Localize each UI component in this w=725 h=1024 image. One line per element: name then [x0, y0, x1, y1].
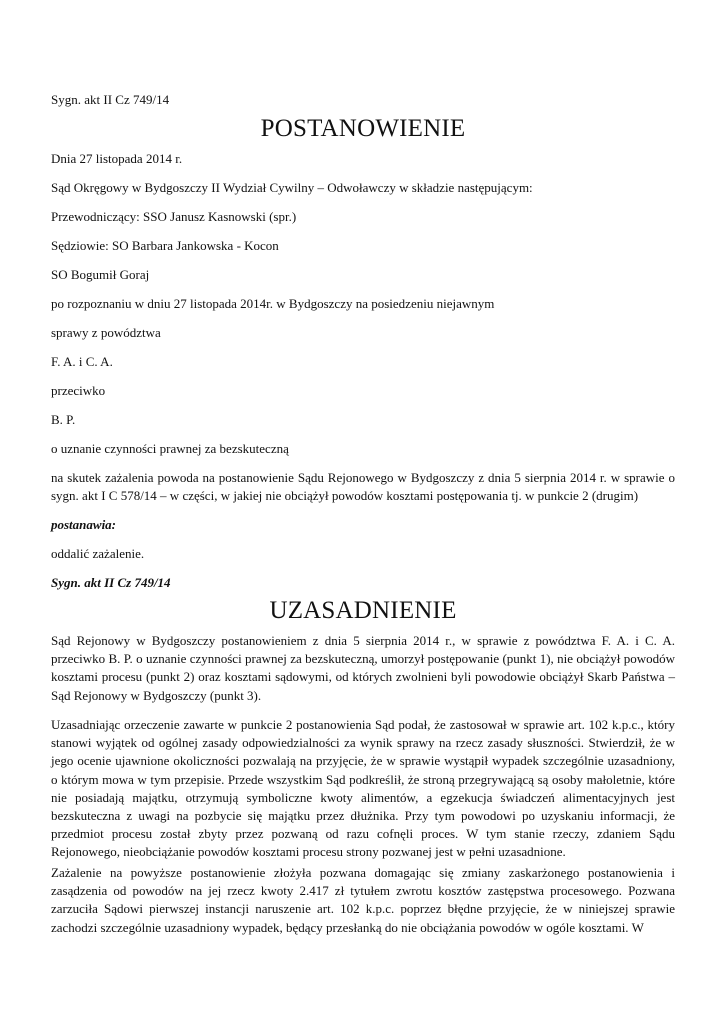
defendant: B. P. [51, 412, 76, 427]
case-from-label: sprawy z powództwa [51, 325, 161, 340]
justification-title: UZASADNIENIE [269, 597, 457, 624]
against-label: przeciwko [51, 383, 106, 398]
resolves-label: postanawia: [51, 517, 117, 532]
court-composition: Sąd Okręgowy w Bydgoszczy II Wydział Cywilny – Odwoławczy w składzie następującym: [51, 180, 533, 195]
justification-paragraph: Uzasadniając orzeczenie zawarte w punkcie 2 postanowienia Sąd podał, że zastosował w sprawie art. 102 k.p.c., który stanowi wyjątek od ogólnej zasady odpowiedzialności za wynik sprawy na rzecz zasady słuszności. Stwierdził, że w jego ocenie ujawnione okoliczności pozwalają na przyjęcie, że w sprawie wystąpił wypadek szczególnie uzasadniony, o którym mowa w tym przepisie. Przede wszystkim Sąd podkreślił, że stroną przegrywającą są osoby małoletnie, które nie posiadają majątku, otrzymują symboliczne kwoty alimentów, a egzekucja świadczeń alimentacyjnych jest bezskuteczna z uwagi na pozbycie się majątku przez dłużnika. Przy tym powodowi po uzyskaniu informacji, że przedmiot procesu został zbyty przez pozwaną od razu cofnęli proces. W tym stanie rzeczy, zdaniem Sądu Rejonowego, nieobciążanie powodów kosztami procesu strony pozwanej jest w pełni uzasadnione. [51, 717, 675, 860]
ruling: oddalić zażalenie. [51, 546, 145, 561]
justification-paragraph: Sąd Rejonowy w Bydgoszczy postanowieniem z dnia 5 sierpnia 2014 r., w sprawie z powództwa F. A. i C. A. przeciwko B. P. o uznanie czynności prawnej za bezskuteczną, umorzył postępowanie (punkt 1), nie obciążył powodów kosztami procesu (punkt 2) oraz kosztami sądowymi, od których zwolnieni byli powodowie obciążył Skarb Państwa – Sąd Rejonowy w Bydgoszczy (punkt 3). [51, 633, 675, 703]
case-subject: o uznanie czynności prawnej za bezskuteczną [51, 441, 289, 456]
case-number-justification: Sygn. akt II Cz 749/14 [51, 575, 171, 590]
judges: Sędziowie: SO Barbara Jankowska - Kocon [51, 238, 279, 253]
appeal-paragraph: na skutek zażalenia powoda na postanowienie Sądu Rejonowego w Bydgoszczy z dnia 5 sierpnia 2014 r. w sprawie o sygn. akt I C 578/14 – w części, w jakiej nie obciążył powodów kosztami postępowania tj. w punkcie 2 (drugim) [51, 470, 675, 504]
case-number-header: Sygn. akt II Cz 749/14 [51, 92, 170, 107]
justification-paragraph: Zażalenie na powyższe postanowienie złożyła pozwana domagając się zmiany zaskarżonego postanowienia i zasądzenia od powodów na jej rzecz kwoty 2.417 zł tytułem zwrotu kosztów zastępstwa procesowego. Pozwana zarzuciła Sądowi pierwszej instancji naruszenie art. 102 k.p.c. poprzez błędne przyjęcie, że w niniejszej sprawie zachodzi szczególnie uzasadniony wypadek, będący przesłanką do nie obciążania powodów w ogóle kosztami. W [51, 865, 675, 935]
judge-second: SO Bogumił Goraj [51, 267, 150, 282]
hearing-info: po rozpoznaniu w dniu 27 listopada 2014r. w Bydgoszczy na posiedzeniu niejawnym [51, 296, 495, 311]
decision-date: Dnia 27 listopada 2014 r. [51, 151, 183, 166]
decision-title: POSTANOWIENIE [260, 115, 466, 142]
presiding-judge: Przewodniczący: SSO Janusz Kasnowski (spr.) [51, 209, 297, 224]
plaintiffs: F. A. i C. A. [51, 354, 113, 369]
